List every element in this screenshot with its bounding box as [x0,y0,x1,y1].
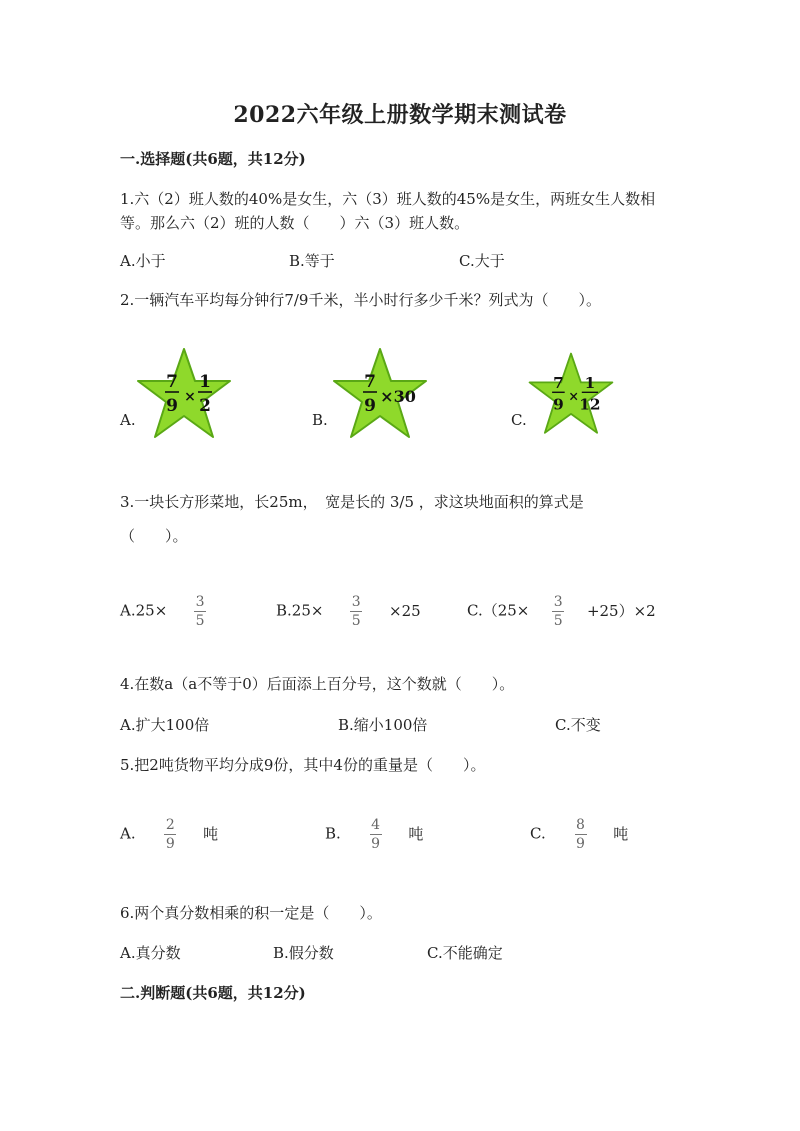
question-5-option-c[interactable] [530,817,628,852]
question-4-option-c[interactable]: C.不变 [555,716,601,734]
unit-label: 吨 [613,824,629,843]
fraction [370,817,382,852]
unit-label: 吨 [408,824,424,843]
star-c-op: × [568,388,579,404]
question-6-option-c[interactable]: C.不能确定 [427,944,503,962]
question-3-line-2: （ ）。 [120,527,188,545]
star-c-num2: 1 [584,373,596,392]
star-option-c-image [526,350,616,440]
question-4-option-b[interactable]: B.缩小100倍 [338,716,428,734]
question-3-option-c[interactable] [467,594,656,629]
fraction-numerator: 3 [351,594,361,610]
option-b-prefix: B.25× [276,601,324,620]
page-title: 2022六年级上册数学期末测试卷 [233,102,567,128]
question-3-option-b[interactable] [276,594,421,629]
question-1-option-b[interactable]: B.等于 [289,252,335,270]
section-heading-choice: 一.选择题(共6题，共12分) [120,150,306,168]
question-1-line-2: 等。那么六（2）班的人数（ ）六（3）班人数。 [120,214,470,232]
fraction [575,817,587,852]
question-1-line-1: 1.六（2）班人数的40%是女生，六（3）班人数的45%是女生，两班女生人数相 [120,190,656,208]
question-6-text: 6.两个真分数相乘的积一定是（ ）。 [120,904,382,922]
fraction-denominator: 9 [576,836,585,852]
question-5-text: 5.把2吨货物平均分成9份，其中4份的重量是（ ）。 [120,756,486,774]
option-c-prefix: C.（25× [467,601,530,620]
star-a-den1: 9 [166,396,178,416]
question-3-line-1: 3.一块长方形菜地，长25m， 宽是长的 3/5 ，求这块地面积的算式是 [120,493,584,511]
star-a-den2: 2 [199,396,211,416]
option-a-label: A. [120,824,136,843]
question-5-option-a[interactable] [120,817,218,852]
star-c-den2: 12 [579,395,601,414]
question-5-option-b[interactable] [325,817,423,852]
option-c-suffix: +25）×2 [586,601,656,620]
star-a-op: × [184,389,196,405]
question-2-option-a[interactable]: A. [120,411,136,429]
star-option-b-image [330,345,430,445]
star-b-den1: 9 [364,396,376,416]
question-4-option-a[interactable]: A.扩大100倍 [120,716,210,734]
fraction-denominator: 9 [165,836,175,852]
question-2-option-c[interactable]: C. [511,411,527,429]
question-1-option-a[interactable]: A.小于 [120,252,166,270]
fraction-numerator: 4 [371,817,381,833]
fraction-numerator: 3 [553,594,563,610]
question-6-option-a[interactable]: A.真分数 [120,944,181,962]
question-1-option-c[interactable]: C.大于 [459,252,505,270]
unit-label: 吨 [203,824,219,843]
fraction [164,817,176,852]
option-c-label: C. [530,824,546,843]
fraction-denominator: 5 [351,613,361,629]
fraction-denominator: 5 [195,613,205,629]
star-b-num1: 7 [364,372,376,392]
section-heading-judgement: 二.判断题(共6题，共12分) [120,984,306,1002]
fraction-numerator: 2 [165,817,175,833]
fraction [350,594,362,629]
fraction-numerator: 8 [576,817,585,833]
fraction-denominator: 5 [553,613,563,629]
star-b-op: ×30 [380,387,416,406]
option-a-prefix: A.25× [120,601,168,620]
fraction-denominator: 9 [371,836,381,852]
fraction [552,594,564,629]
question-4-text: 4.在数a（a不等于0）后面添上百分号，这个数就（ ）。 [120,675,515,693]
star-a-num1: 7 [166,372,178,392]
question-2-option-b[interactable]: B. [312,411,328,429]
star-option-a-image [134,345,234,445]
option-b-suffix: ×25 [389,601,421,620]
star-c-den1: 9 [553,395,564,414]
question-3-option-a[interactable] [120,594,206,629]
fraction-numerator: 3 [195,594,205,610]
star-a-num2: 1 [199,372,211,392]
star-c-num1: 7 [553,373,564,392]
question-6-option-b[interactable]: B.假分数 [273,944,334,962]
fraction [194,594,206,629]
question-2-text: 2.一辆汽车平均每分钟行7/9千米，半小时行多少千米？列式为（ ）。 [120,291,601,309]
option-b-label: B. [325,824,341,843]
